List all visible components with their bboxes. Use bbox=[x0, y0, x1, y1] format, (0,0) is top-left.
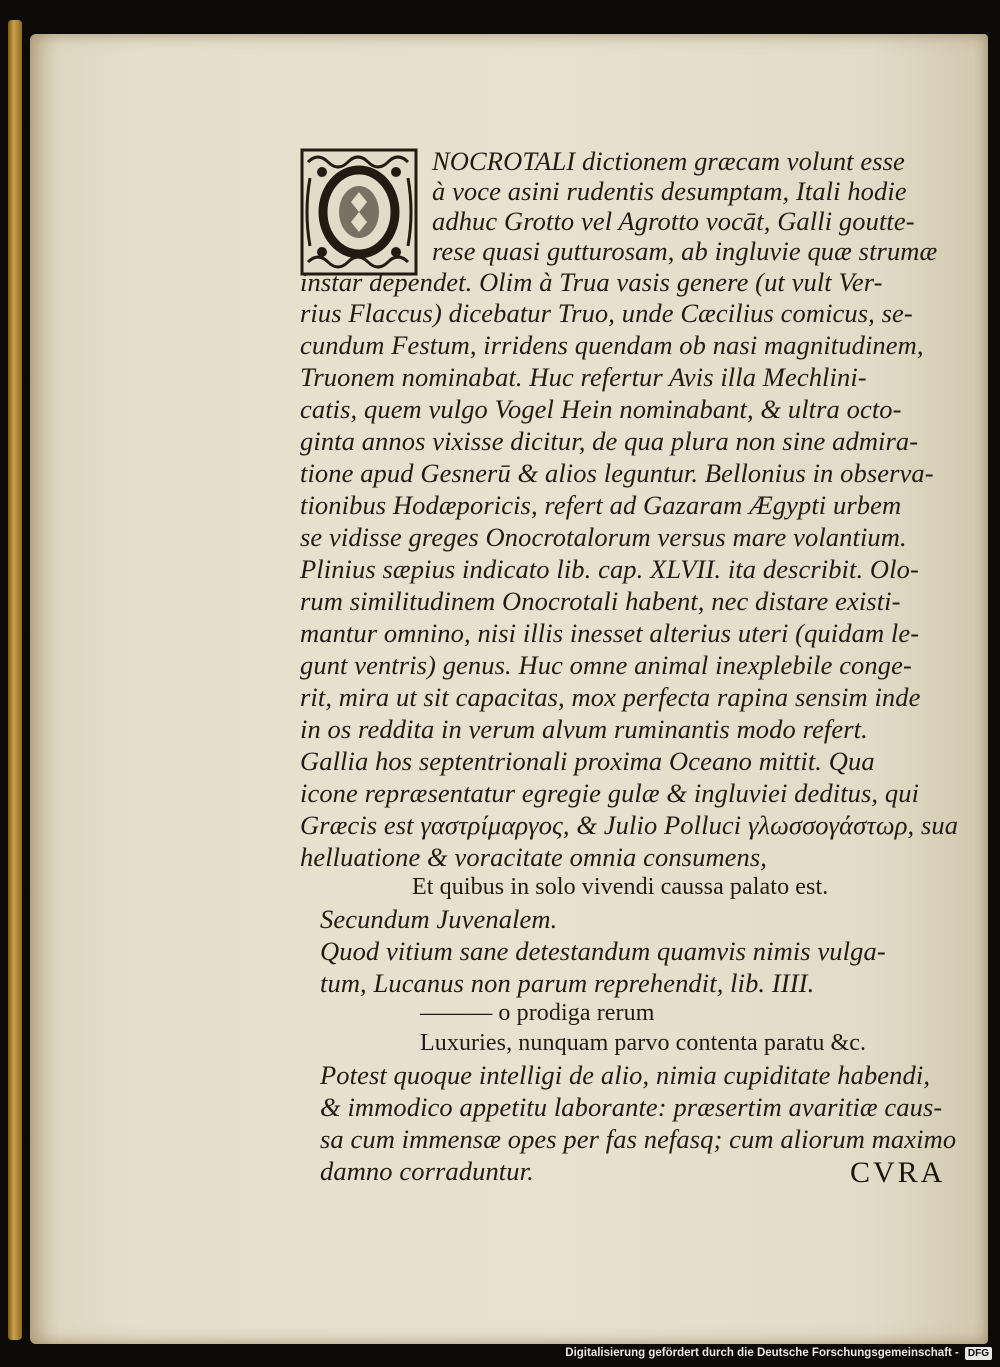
text-line: sa cum immensæ opes per fas nefasq; cum aliorum maximo bbox=[320, 1124, 957, 1154]
dfg-logo-icon: DFG bbox=[965, 1347, 992, 1360]
text-line: Secundum Juvenalem. bbox=[320, 904, 558, 934]
text-line: tionibus Hodæporicis, refert ad Gazaram Ægypti urbem bbox=[300, 490, 902, 520]
text-line: gunt ventris) genus. Huc omne animal inexplebile conge- bbox=[300, 650, 912, 680]
text-line: rum similitudinem Onocrotali habent, nec distare existi- bbox=[300, 586, 901, 616]
text-line: Plinius sæpius indicato lib. cap. XLVII. ita describit. Olo- bbox=[300, 554, 919, 584]
book-edge bbox=[8, 20, 22, 1340]
text-line: ginta annos vixisse dicitur, de qua plura non sine admira- bbox=[300, 426, 919, 456]
text-line: rese quasi gutturosam, ab ingluvie quæ strumæ bbox=[432, 236, 938, 266]
text-line: mantur omnino, nisi illis inesset alterius uteri (quidam le- bbox=[300, 618, 920, 648]
catchword: CVRA bbox=[850, 1156, 946, 1189]
text-line: tione apud Gesnerū & alios leguntur. Bellonius in observa- bbox=[300, 458, 934, 488]
text-line: & immodico appetitu laborante: præsertim avaritiæ caus- bbox=[320, 1092, 943, 1122]
text-line: helluatione & voracitate omnia consumens, bbox=[300, 842, 768, 872]
text-line: instar dependet. Olim à Trua vasis genere (ut vult Ver- bbox=[300, 267, 883, 297]
text-line: cundum Festum, irridens quendam ob nasi magnitudinem, bbox=[300, 330, 924, 360]
text-line: rit, mira ut sit capacitas, mox perfecta rapina sensim inde bbox=[300, 682, 921, 712]
text-line: Quod vitium sane detestandum quamvis nimis vulga- bbox=[320, 936, 886, 966]
text-line: à voce asini rudentis desumptam, Itali hodie bbox=[432, 176, 907, 206]
text-line: tum, Lucanus non parum reprehendit, lib. IIII. bbox=[320, 968, 815, 998]
text-line: Gallia hos septentrionali proxima Oceano mittit. Qua bbox=[300, 746, 875, 776]
text-line: Potest quoque intelligi de alio, nimia cupiditate habendi, bbox=[320, 1060, 931, 1090]
text-line: damno corraduntur. bbox=[320, 1156, 534, 1186]
footer-text: Digitalisierung gefördert durch die Deutsche Forschungsgemeinschaft - bbox=[565, 1347, 959, 1359]
decorated-initial-o bbox=[300, 148, 418, 276]
text-line: rius Flaccus) dicebatur Truo, unde Cæcilius comicus, se- bbox=[300, 298, 913, 328]
text-line: Græcis est γαστρίμαργος, & Julio Polluci γλωσσογάστωρ, sua bbox=[300, 810, 959, 840]
text-line: catis, quem vulgo Vogel Hein nominabant, & ultra octo- bbox=[300, 394, 902, 424]
text-line: adhuc Grotto vel Agrotto vocāt, Galli goutte- bbox=[432, 206, 915, 236]
text-line: in os reddita in verum alvum ruminantis modo refert. bbox=[300, 714, 868, 744]
verse-line: Luxuries, nunquam parvo contenta paratu &c. bbox=[420, 1030, 867, 1056]
text-line: NOCROTALI dictionem græcam volunt esse bbox=[432, 146, 905, 176]
verse-line: Et quibus in solo vivendi caussa palato est. bbox=[412, 874, 829, 900]
verse-line: ——— o prodiga rerum bbox=[420, 1000, 655, 1026]
text-line: Truonem nominabat. Huc refertur Avis illa Mechlini- bbox=[300, 362, 867, 392]
text-line: se vidisse greges Onocrotalorum versus mare volantium. bbox=[300, 522, 907, 552]
footer-credit bbox=[565, 1343, 992, 1363]
text-line: icone repræsentatur egregie gulæ & ingluviei deditus, qui bbox=[300, 778, 920, 808]
